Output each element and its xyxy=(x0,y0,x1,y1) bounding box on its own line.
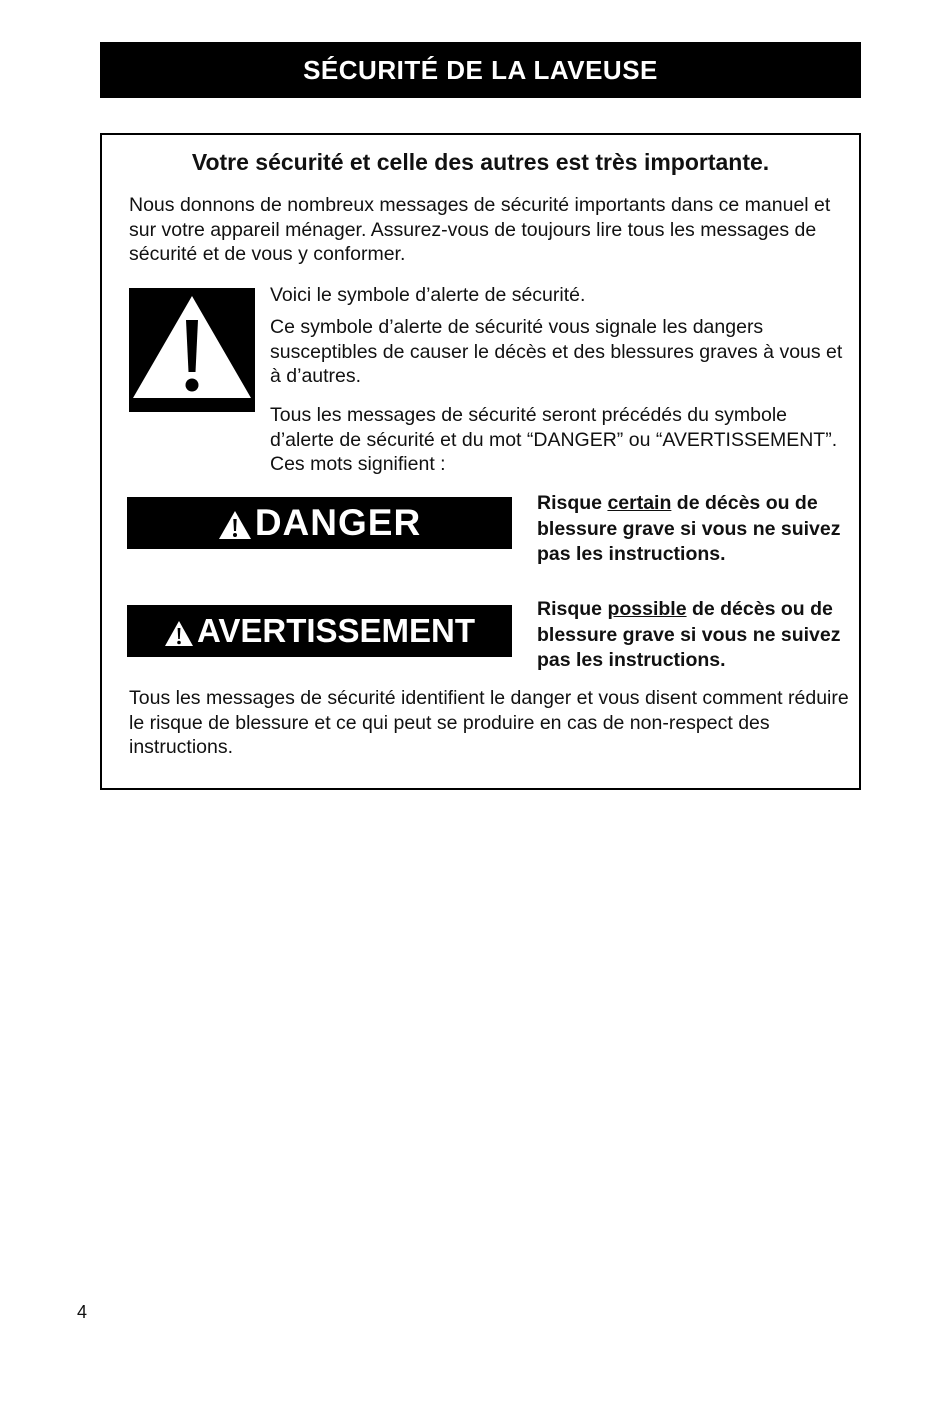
danger-risk-description xyxy=(537,491,852,568)
symbol-usage-text: Tous les messages de sécurité seront précédés du symbole d’alerte de sécurité et du mot “DANGER” ou “AVERTISSEMENT”. Ces mots signifient : xyxy=(270,404,838,475)
section-header: SÉCURITÉ DE LA LAVEUSE xyxy=(100,42,861,98)
danger-label: DANGER xyxy=(254,502,422,543)
closing-paragraph: Tous les messages de sécurité identifient le danger et vous disent comment réduire le risque de blessure et ce qui peut se produire en cas de non-respect des instructions. xyxy=(129,687,849,758)
danger-risk-prefix: Risque xyxy=(537,492,608,514)
page-number: 4 xyxy=(77,1302,88,1322)
symbol-intro-text: Voici le symbole d’alerte de sécurité. xyxy=(270,284,586,306)
symbol-meaning-text: Ce symbole d’alerte de sécurité vous signale les dangers susceptibles de causer le décès et des blessures graves à vous et à d’autres. xyxy=(270,316,843,387)
safety-message-box xyxy=(100,133,861,790)
warning-risk-prefix: Risque xyxy=(537,598,608,620)
safety-box-title: Votre sécurité et celle des autres est très importante. xyxy=(191,149,770,175)
safety-alert-triangle-icon xyxy=(129,288,255,412)
danger-alert-icon xyxy=(218,509,252,541)
danger-risk-emphasis: certain xyxy=(607,492,672,514)
intro-paragraph: Nous donnons de nombreux messages de sécurité importants dans ce manuel et sur votre appareil ménager. Assurez-vous de toujours lire tous les messages de sécurité et de vous y conformer. xyxy=(129,194,831,265)
danger-risk-suffix: de décès ou de blessure grave si vous ne suivez pas les instructions. xyxy=(537,492,841,565)
warning-signal-word xyxy=(127,605,512,657)
warning-risk-suffix: de décès ou de blessure grave si vous ne suivez pas les instructions. xyxy=(537,598,841,671)
warning-label: AVERTISSEMENT xyxy=(196,612,476,649)
danger-signal-word xyxy=(127,497,512,549)
warning-risk-description xyxy=(537,597,852,674)
warning-risk-emphasis: possible xyxy=(607,598,687,620)
warning-alert-icon xyxy=(164,619,194,648)
safety-alert-triangle-svg xyxy=(129,288,255,412)
